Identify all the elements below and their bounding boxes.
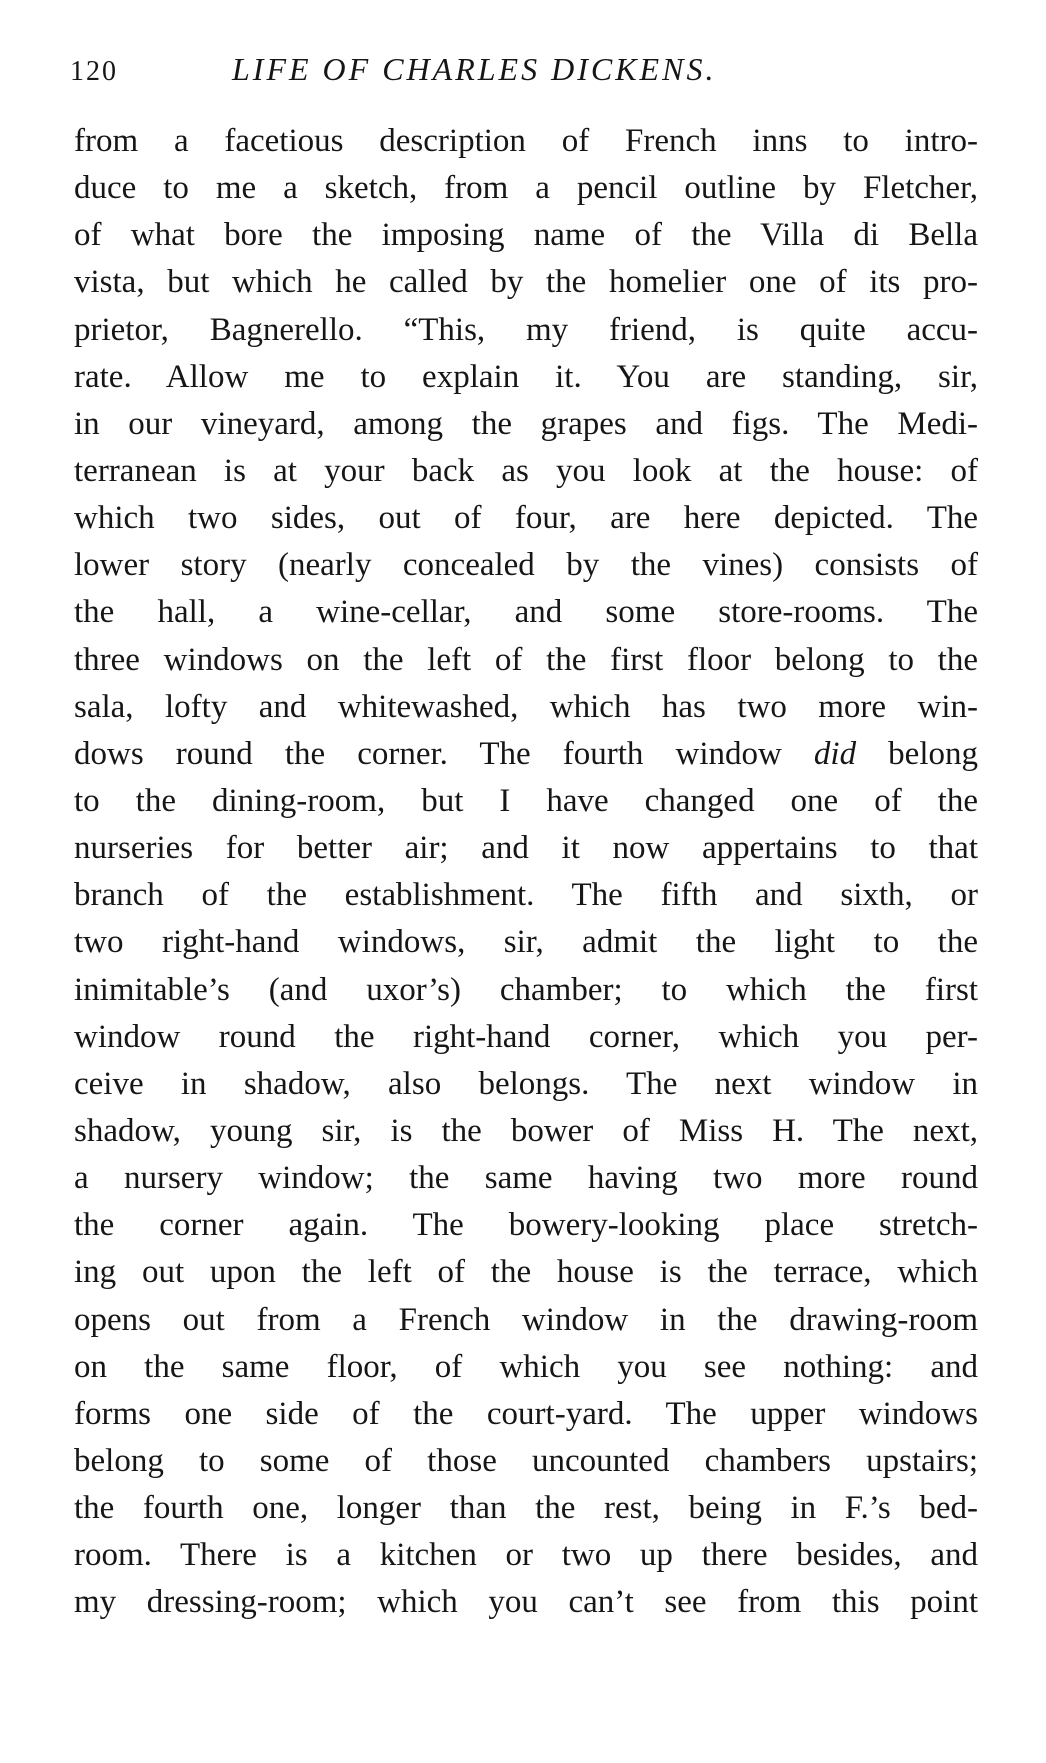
text-line: to the dining-room, but I have changed one of the [74, 782, 978, 819]
italic-emphasis: did [813, 735, 857, 772]
text-line: window round the right-hand corner, which you per- [74, 1018, 978, 1055]
text-line: lower story (nearly concealed by the vines) consists of [74, 547, 978, 584]
text-line: a nursery window; the same having two more round [74, 1160, 978, 1197]
text-line: room. There is a kitchen or two up there besides, and [74, 1537, 978, 1574]
text-line: forms one side of the court-yard. The upper windows [74, 1395, 978, 1432]
text-line: ceive in shadow, also belongs. The next window in [74, 1065, 978, 1102]
text-line: my dressing-room; which you can’t see from this point [74, 1584, 978, 1621]
text-line: rate. Allow me to explain it. You are standing, sir, [74, 358, 978, 395]
text-line: prietor, Bagnerello. “This, my friend, is quite accu- [74, 311, 978, 348]
text-segment: dows round the corner. The fourth window [74, 735, 814, 772]
text-line-with-italic [74, 731, 978, 778]
text-line: of what bore the imposing name of the Villa di Bella [74, 217, 978, 254]
text-line: in our vineyard, among the grapes and figs. The Medi- [74, 405, 978, 442]
page-number: 120 [70, 56, 118, 87]
body-text [74, 118, 978, 1627]
text-segment: belong [856, 735, 978, 772]
text-line: nurseries for better air; and it now appertains to that [74, 830, 978, 867]
text-line: branch of the establishment. The fifth and sixth, or [74, 877, 978, 914]
text-line: terranean is at your back as you look at the house: of [74, 452, 978, 489]
text-line: which two sides, out of four, are here depicted. The [74, 500, 978, 537]
text-line: inimitable’s (and uxor’s) chamber; to which the first [74, 971, 978, 1008]
text-line: ing out upon the left of the house is the terrace, which [74, 1254, 978, 1291]
text-line: shadow, young sir, is the bower of Miss H. The next, [74, 1112, 978, 1149]
text-line: sala, lofty and whitewashed, which has two more win- [74, 688, 978, 725]
text-line: opens out from a French window in the drawing-room [74, 1301, 978, 1338]
text-line: from a facetious description of French inns to intro- [74, 123, 978, 159]
text-line: the fourth one, longer than the rest, being in F.’s bed- [74, 1490, 978, 1527]
text-line: three windows on the left of the first floor belong to the [74, 641, 978, 678]
text-line: on the same floor, of which you see nothing: and [74, 1348, 978, 1385]
text-line: two right-hand windows, sir, admit the light to the [74, 924, 978, 961]
text-line: the corner again. The bowery-looking place stretch- [74, 1207, 978, 1244]
text-line: duce to me a sketch, from a pencil outline by Fletcher, [74, 170, 978, 207]
text-line: belong to some of those uncounted chambers upstairs; [74, 1442, 978, 1479]
text-line: vista, but which he called by the homelier one of its pro- [74, 264, 978, 301]
running-head [70, 42, 910, 92]
text-line: the hall, a wine-cellar, and some store-rooms. The [74, 594, 978, 631]
running-title: LIFE OF CHARLES DICKENS. [232, 51, 717, 87]
